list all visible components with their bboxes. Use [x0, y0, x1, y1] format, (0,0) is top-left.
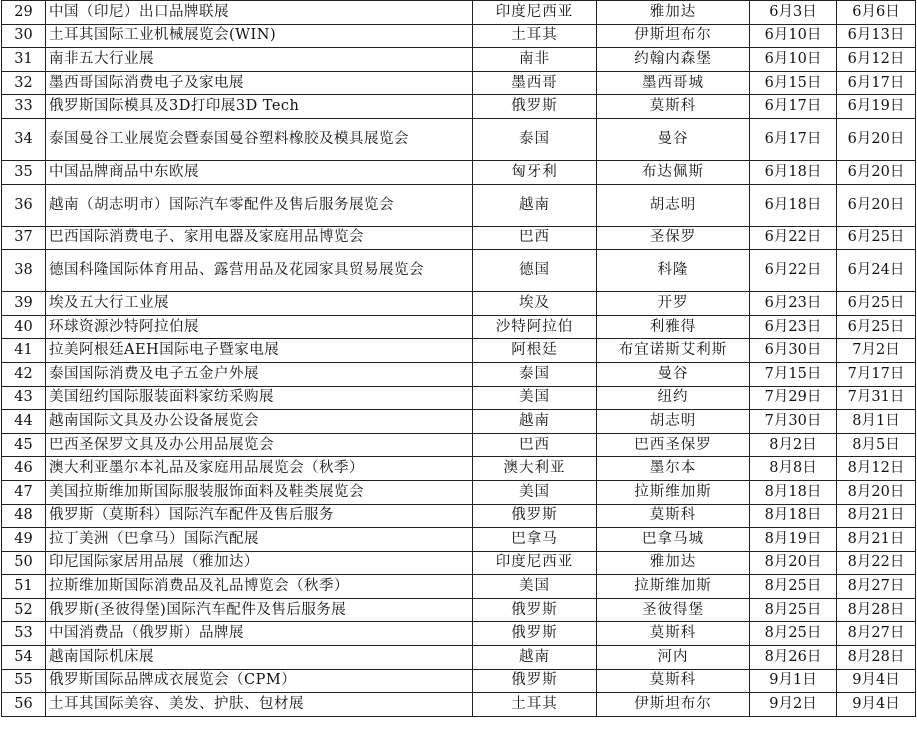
- start-date-cell: 6月22日: [750, 226, 837, 250]
- exhibition-name-cell: 拉斯维加斯国际消费品及礼品博览会（秋季）: [46, 575, 473, 599]
- exhibition-name-cell: 澳大利亚墨尔本礼品及家庭用品展览会（秋季）: [46, 457, 473, 481]
- city-cell: 拉斯维加斯: [597, 575, 750, 599]
- table-row: [2, 504, 916, 528]
- exhibition-name-cell: 美国纽约国际服装面料家纺采购展: [46, 386, 473, 410]
- city-cell: 利雅得: [597, 315, 750, 339]
- table-row: [2, 528, 916, 552]
- start-date-cell: 7月30日: [750, 410, 837, 434]
- exhibition-name-cell: 印尼国际家居用品展（雅加达）: [46, 551, 473, 575]
- start-date-cell: 8月25日: [750, 575, 837, 599]
- exhibition-name-cell: 俄罗斯国际品牌成衣展览会（CPM）: [46, 669, 473, 693]
- country-cell: 土耳其: [473, 693, 597, 717]
- country-cell: 匈牙利: [473, 160, 597, 184]
- city-cell: 胡志明: [597, 410, 750, 434]
- exhibition-name-cell: 德国科隆国际体育用品、露营用品及花园家具贸易展览会: [46, 250, 473, 292]
- end-date-cell: 6月25日: [837, 315, 916, 339]
- city-cell: 胡志明: [597, 184, 750, 226]
- row-number-cell: 51: [2, 575, 46, 599]
- country-cell: 美国: [473, 575, 597, 599]
- row-number-cell: 45: [2, 433, 46, 457]
- country-cell: 越南: [473, 184, 597, 226]
- row-number-cell: 30: [2, 24, 46, 48]
- start-date-cell: 8月18日: [750, 504, 837, 528]
- country-cell: 阿根廷: [473, 339, 597, 363]
- row-number-cell: 43: [2, 386, 46, 410]
- row-number-cell: 35: [2, 160, 46, 184]
- table-row: [2, 315, 916, 339]
- end-date-cell: 6月20日: [837, 160, 916, 184]
- table-row: [2, 669, 916, 693]
- city-cell: 伊斯坦布尔: [597, 693, 750, 717]
- exhibition-name-cell: 中国消费品（俄罗斯）品牌展: [46, 622, 473, 646]
- end-date-cell: 6月17日: [837, 71, 916, 95]
- row-number-cell: 37: [2, 226, 46, 250]
- exhibition-name-cell: 美国拉斯维加斯国际服装服饰面料及鞋类展览会: [46, 480, 473, 504]
- start-date-cell: 9月1日: [750, 669, 837, 693]
- table-row: [2, 292, 916, 316]
- start-date-cell: 6月3日: [750, 1, 837, 25]
- table-row: [2, 118, 916, 160]
- start-date-cell: 6月10日: [750, 24, 837, 48]
- city-cell: 雅加达: [597, 1, 750, 25]
- start-date-cell: 8月25日: [750, 598, 837, 622]
- country-cell: 越南: [473, 646, 597, 670]
- exhibition-name-cell: 泰国曼谷工业展览会暨泰国曼谷塑料橡胶及模具展览会: [46, 118, 473, 160]
- end-date-cell: 6月20日: [837, 118, 916, 160]
- exhibition-name-cell: 环球资源沙特阿拉伯展: [46, 315, 473, 339]
- start-date-cell: 7月29日: [750, 386, 837, 410]
- end-date-cell: 8月28日: [837, 646, 916, 670]
- city-cell: 巴西圣保罗: [597, 433, 750, 457]
- exhibition-name-cell: 拉美阿根廷AEH国际电子暨家电展: [46, 339, 473, 363]
- country-cell: 印度尼西亚: [473, 551, 597, 575]
- country-cell: 巴西: [473, 433, 597, 457]
- city-cell: 莫斯科: [597, 622, 750, 646]
- table-row: [2, 598, 916, 622]
- table-row: [2, 551, 916, 575]
- table-row: [2, 386, 916, 410]
- start-date-cell: 6月30日: [750, 339, 837, 363]
- city-cell: 墨尔本: [597, 457, 750, 481]
- city-cell: 莫斯科: [597, 504, 750, 528]
- end-date-cell: 6月12日: [837, 48, 916, 72]
- table-row: [2, 339, 916, 363]
- end-date-cell: 8月21日: [837, 528, 916, 552]
- end-date-cell: 8月12日: [837, 457, 916, 481]
- city-cell: 曼谷: [597, 118, 750, 160]
- start-date-cell: 8月25日: [750, 622, 837, 646]
- row-number-cell: 32: [2, 71, 46, 95]
- city-cell: 圣保罗: [597, 226, 750, 250]
- start-date-cell: 6月15日: [750, 71, 837, 95]
- country-cell: 南非: [473, 48, 597, 72]
- table-row: [2, 575, 916, 599]
- country-cell: 印度尼西亚: [473, 1, 597, 25]
- table-row: [2, 24, 916, 48]
- row-number-cell: 56: [2, 693, 46, 717]
- start-date-cell: 6月23日: [750, 315, 837, 339]
- row-number-cell: 53: [2, 622, 46, 646]
- exhibition-name-cell: 越南（胡志明市）国际汽车零配件及售后服务展览会: [46, 184, 473, 226]
- row-number-cell: 34: [2, 118, 46, 160]
- city-cell: 莫斯科: [597, 95, 750, 119]
- city-cell: 布宜诺斯艾利斯: [597, 339, 750, 363]
- country-cell: 土耳其: [473, 24, 597, 48]
- city-cell: 圣彼得堡: [597, 598, 750, 622]
- table-row: [2, 362, 916, 386]
- end-date-cell: 7月2日: [837, 339, 916, 363]
- exhibition-name-cell: 中国品牌商品中东欧展: [46, 160, 473, 184]
- start-date-cell: 9月2日: [750, 693, 837, 717]
- country-cell: 巴拿马: [473, 528, 597, 552]
- country-cell: 美国: [473, 386, 597, 410]
- city-cell: 莫斯科: [597, 669, 750, 693]
- exhibition-name-cell: 越南国际文具及办公设备展览会: [46, 410, 473, 434]
- exhibition-name-cell: 泰国国际消费及电子五金户外展: [46, 362, 473, 386]
- end-date-cell: 8月5日: [837, 433, 916, 457]
- exhibition-name-cell: 俄罗斯(圣彼得堡)国际汽车配件及售后服务展: [46, 598, 473, 622]
- table-row: [2, 410, 916, 434]
- row-number-cell: 52: [2, 598, 46, 622]
- start-date-cell: 6月22日: [750, 250, 837, 292]
- table-row: [2, 226, 916, 250]
- country-cell: 巴西: [473, 226, 597, 250]
- start-date-cell: 6月18日: [750, 160, 837, 184]
- exhibition-name-cell: 俄罗斯国际模具及3D打印展3D Tech: [46, 95, 473, 119]
- table-row: [2, 250, 916, 292]
- table-row: [2, 457, 916, 481]
- country-cell: 美国: [473, 480, 597, 504]
- end-date-cell: 8月21日: [837, 504, 916, 528]
- row-number-cell: 42: [2, 362, 46, 386]
- city-cell: 约翰内森堡: [597, 48, 750, 72]
- start-date-cell: 6月17日: [750, 95, 837, 119]
- exhibition-name-cell: 俄罗斯（莫斯科）国际汽车配件及售后服务: [46, 504, 473, 528]
- table-row: [2, 646, 916, 670]
- start-date-cell: 6月17日: [750, 118, 837, 160]
- start-date-cell: 8月18日: [750, 480, 837, 504]
- row-number-cell: 40: [2, 315, 46, 339]
- country-cell: 俄罗斯: [473, 669, 597, 693]
- city-cell: 巴拿马城: [597, 528, 750, 552]
- table-row: [2, 71, 916, 95]
- row-number-cell: 41: [2, 339, 46, 363]
- city-cell: 伊斯坦布尔: [597, 24, 750, 48]
- row-number-cell: 55: [2, 669, 46, 693]
- exhibition-name-cell: 巴西国际消费电子、家用电器及家庭用品博览会: [46, 226, 473, 250]
- start-date-cell: 8月8日: [750, 457, 837, 481]
- country-cell: 澳大利亚: [473, 457, 597, 481]
- exhibition-name-cell: 中国（印尼）出口品牌联展: [46, 1, 473, 25]
- exhibition-schedule-table: [1, 0, 916, 717]
- table-row: [2, 433, 916, 457]
- exhibition-name-cell: 越南国际机床展: [46, 646, 473, 670]
- table-row: [2, 693, 916, 717]
- country-cell: 德国: [473, 250, 597, 292]
- start-date-cell: 7月15日: [750, 362, 837, 386]
- city-cell: 河内: [597, 646, 750, 670]
- end-date-cell: 7月17日: [837, 362, 916, 386]
- end-date-cell: 6月25日: [837, 226, 916, 250]
- row-number-cell: 47: [2, 480, 46, 504]
- end-date-cell: 6月20日: [837, 184, 916, 226]
- table-row: [2, 95, 916, 119]
- table-body: [2, 1, 916, 717]
- end-date-cell: 6月19日: [837, 95, 916, 119]
- exhibition-name-cell: 埃及五大行工业展: [46, 292, 473, 316]
- start-date-cell: 8月20日: [750, 551, 837, 575]
- end-date-cell: 8月1日: [837, 410, 916, 434]
- city-cell: 墨西哥城: [597, 71, 750, 95]
- start-date-cell: 8月26日: [750, 646, 837, 670]
- end-date-cell: 9月4日: [837, 669, 916, 693]
- end-date-cell: 6月24日: [837, 250, 916, 292]
- city-cell: 布达佩斯: [597, 160, 750, 184]
- country-cell: 俄罗斯: [473, 504, 597, 528]
- exhibition-name-cell: 土耳其国际工业机械展览会(WIN): [46, 24, 473, 48]
- country-cell: 沙特阿拉伯: [473, 315, 597, 339]
- end-date-cell: 6月25日: [837, 292, 916, 316]
- end-date-cell: 7月31日: [837, 386, 916, 410]
- row-number-cell: 49: [2, 528, 46, 552]
- exhibition-name-cell: 巴西圣保罗文具及办公用品展览会: [46, 433, 473, 457]
- row-number-cell: 50: [2, 551, 46, 575]
- city-cell: 开罗: [597, 292, 750, 316]
- start-date-cell: 6月10日: [750, 48, 837, 72]
- end-date-cell: 6月6日: [837, 1, 916, 25]
- country-cell: 埃及: [473, 292, 597, 316]
- row-number-cell: 36: [2, 184, 46, 226]
- end-date-cell: 8月27日: [837, 622, 916, 646]
- city-cell: 纽约: [597, 386, 750, 410]
- country-cell: 俄罗斯: [473, 95, 597, 119]
- country-cell: 俄罗斯: [473, 598, 597, 622]
- table-row: [2, 480, 916, 504]
- table-row: [2, 622, 916, 646]
- city-cell: 曼谷: [597, 362, 750, 386]
- start-date-cell: 6月23日: [750, 292, 837, 316]
- end-date-cell: 8月27日: [837, 575, 916, 599]
- start-date-cell: 6月18日: [750, 184, 837, 226]
- city-cell: 科隆: [597, 250, 750, 292]
- city-cell: 拉斯维加斯: [597, 480, 750, 504]
- row-number-cell: 38: [2, 250, 46, 292]
- table-row: [2, 48, 916, 72]
- country-cell: 越南: [473, 410, 597, 434]
- row-number-cell: 44: [2, 410, 46, 434]
- row-number-cell: 31: [2, 48, 46, 72]
- row-number-cell: 33: [2, 95, 46, 119]
- exhibition-name-cell: 土耳其国际美容、美发、护肤、包材展: [46, 693, 473, 717]
- exhibition-name-cell: 拉丁美洲（巴拿马）国际汽配展: [46, 528, 473, 552]
- exhibition-name-cell: 南非五大行业展: [46, 48, 473, 72]
- country-cell: 墨西哥: [473, 71, 597, 95]
- row-number-cell: 29: [2, 1, 46, 25]
- exhibition-name-cell: 墨西哥国际消费电子及家电展: [46, 71, 473, 95]
- row-number-cell: 39: [2, 292, 46, 316]
- table-row: [2, 160, 916, 184]
- country-cell: 泰国: [473, 118, 597, 160]
- city-cell: 雅加达: [597, 551, 750, 575]
- end-date-cell: 8月22日: [837, 551, 916, 575]
- country-cell: 俄罗斯: [473, 622, 597, 646]
- end-date-cell: 8月28日: [837, 598, 916, 622]
- end-date-cell: 8月20日: [837, 480, 916, 504]
- table-row: [2, 1, 916, 25]
- end-date-cell: 6月13日: [837, 24, 916, 48]
- start-date-cell: 8月19日: [750, 528, 837, 552]
- country-cell: 泰国: [473, 362, 597, 386]
- table-row: [2, 184, 916, 226]
- row-number-cell: 48: [2, 504, 46, 528]
- row-number-cell: 46: [2, 457, 46, 481]
- end-date-cell: 9月4日: [837, 693, 916, 717]
- row-number-cell: 54: [2, 646, 46, 670]
- start-date-cell: 8月2日: [750, 433, 837, 457]
